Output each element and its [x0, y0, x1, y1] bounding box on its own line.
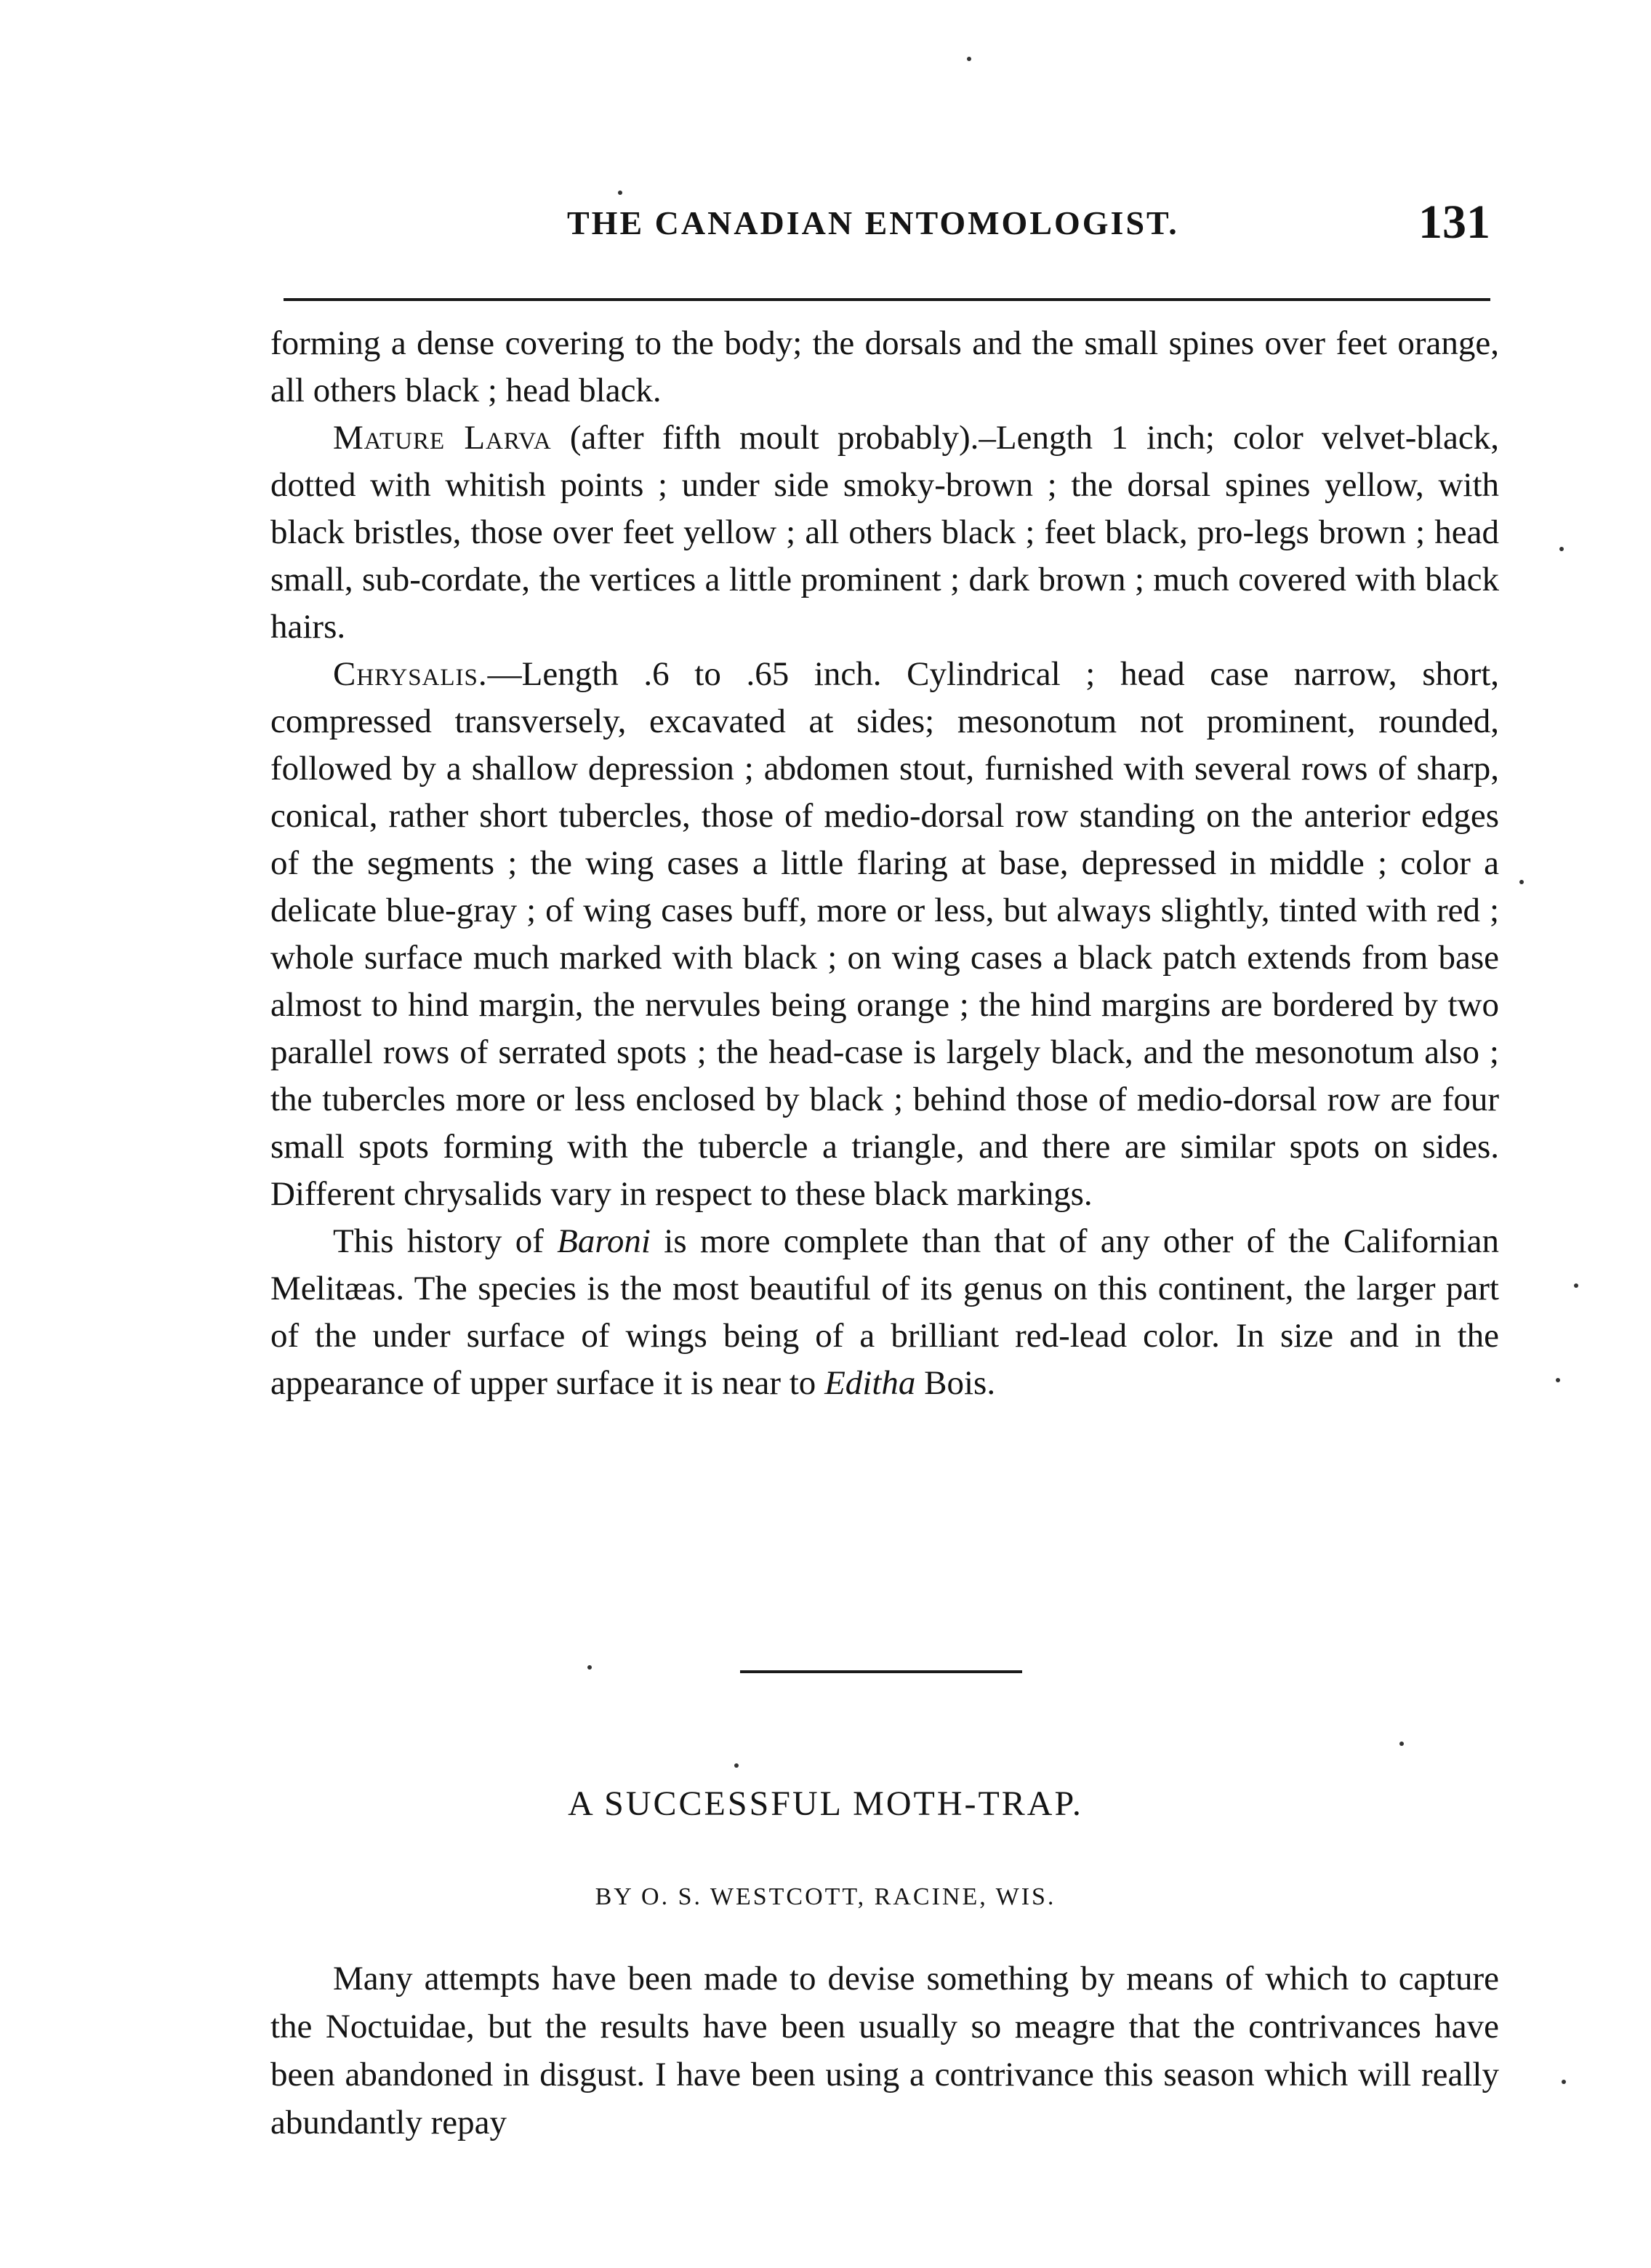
- mature-larva-text: (after fifth moult probably).–Length 1 inch; color velvet-black, dotted with whitish points ; under side smoky-brown ; the dorsal spines yellow, with black bristles, those over feet yellow ; all others black ; feet black, pro-legs brown ; head small, sub-cordate, the vertices a little prominent ; dark brown ; much covered with black hairs.: [270, 419, 1499, 646]
- body-text: [270, 320, 1499, 1407]
- mature-larva-heading: Mature Larva: [333, 419, 552, 457]
- scan-speck: [734, 1763, 739, 1768]
- history-text-a: This history of: [333, 1222, 558, 1260]
- article-byline: BY O. S. WESTCOTT, RACINE, WIS.: [595, 1883, 1056, 1910]
- paragraph-history: [270, 1218, 1499, 1407]
- section-divider: [740, 1670, 1022, 1673]
- journal-title: THE CANADIAN ENTOMOLOGIST.: [567, 204, 1179, 241]
- scan-speck: [618, 191, 622, 195]
- scan-speck: [1399, 1742, 1404, 1746]
- history-text-b: is more complete than that of any other of the Californian Melitæas. The species is the most beautiful of its genus on this continent, the larger part of the under surface of wings being of a brilliant red-lead color. In size and in the appearance of upper surface it is near to: [270, 1222, 1499, 1402]
- header-rule: [284, 298, 1490, 301]
- history-text-c: Bois.: [915, 1364, 996, 1402]
- article-title: A SUCCESSFUL MOTH-TRAP.: [568, 1784, 1083, 1823]
- scan-speck: [587, 1665, 592, 1670]
- chrysalis-heading: Chrysalis.: [333, 655, 488, 693]
- scan-speck: [1574, 1283, 1578, 1288]
- paragraph-larva-continued: forming a dense covering to the body; the dorsals and the small spines over feet orange, all others black ; head black.: [270, 324, 1499, 409]
- running-header: [284, 196, 1490, 269]
- scan-speck: [1556, 1378, 1560, 1382]
- page-number: 131: [1418, 196, 1490, 249]
- species-baroni: Baroni: [557, 1222, 651, 1260]
- scan-speck: [1519, 880, 1524, 884]
- scan-speck: [1559, 547, 1564, 551]
- chrysalis-text: —Length .6 to .65 inch. Cylindrical ; head case narrow, short, compressed transversely, excavated at sides; mesonotum not prominent, rounded, followed by a shallow depression ; abdomen stout, furnished with several rows of sharp, conical, rather short tubercles, those of medio-dorsal row standing on the anterior edges of the segments ; the wing cases a little flaring at base, depressed in middle ; color a delicate blue-gray ; of wing cases buff, more or less, but always slightly, tinted with red ; whole surface much marked with black ; on wing cases a black patch extends from base almost to hind margin, the nervules being orange ; the hind margins are bordered by two parallel rows of serrated spots ; the head-case is largely black, and the mesonotum also ; the tubercles more or less enclosed by black ; behind those of medio-dorsal row are four small spots forming with the tubercle a triangle, and there are similar spots on sides. Different chrysalids vary in respect to these black markings.: [270, 655, 1499, 1213]
- paragraph-mature-larva: [270, 414, 1499, 651]
- article-body: [270, 1955, 1499, 2147]
- article-paragraph: Many attempts have been made to devise something by means of which to capture the Noctuidae, but the results have been usually so meagre that the contrivances have been abandoned in disgust. I have been using a contrivance this season which will really abundantly repay: [270, 1960, 1499, 2141]
- species-editha: Editha: [824, 1364, 916, 1402]
- paragraph-chrysalis: [270, 651, 1499, 1218]
- scan-speck: [967, 57, 971, 61]
- scan-speck: [1562, 2080, 1566, 2084]
